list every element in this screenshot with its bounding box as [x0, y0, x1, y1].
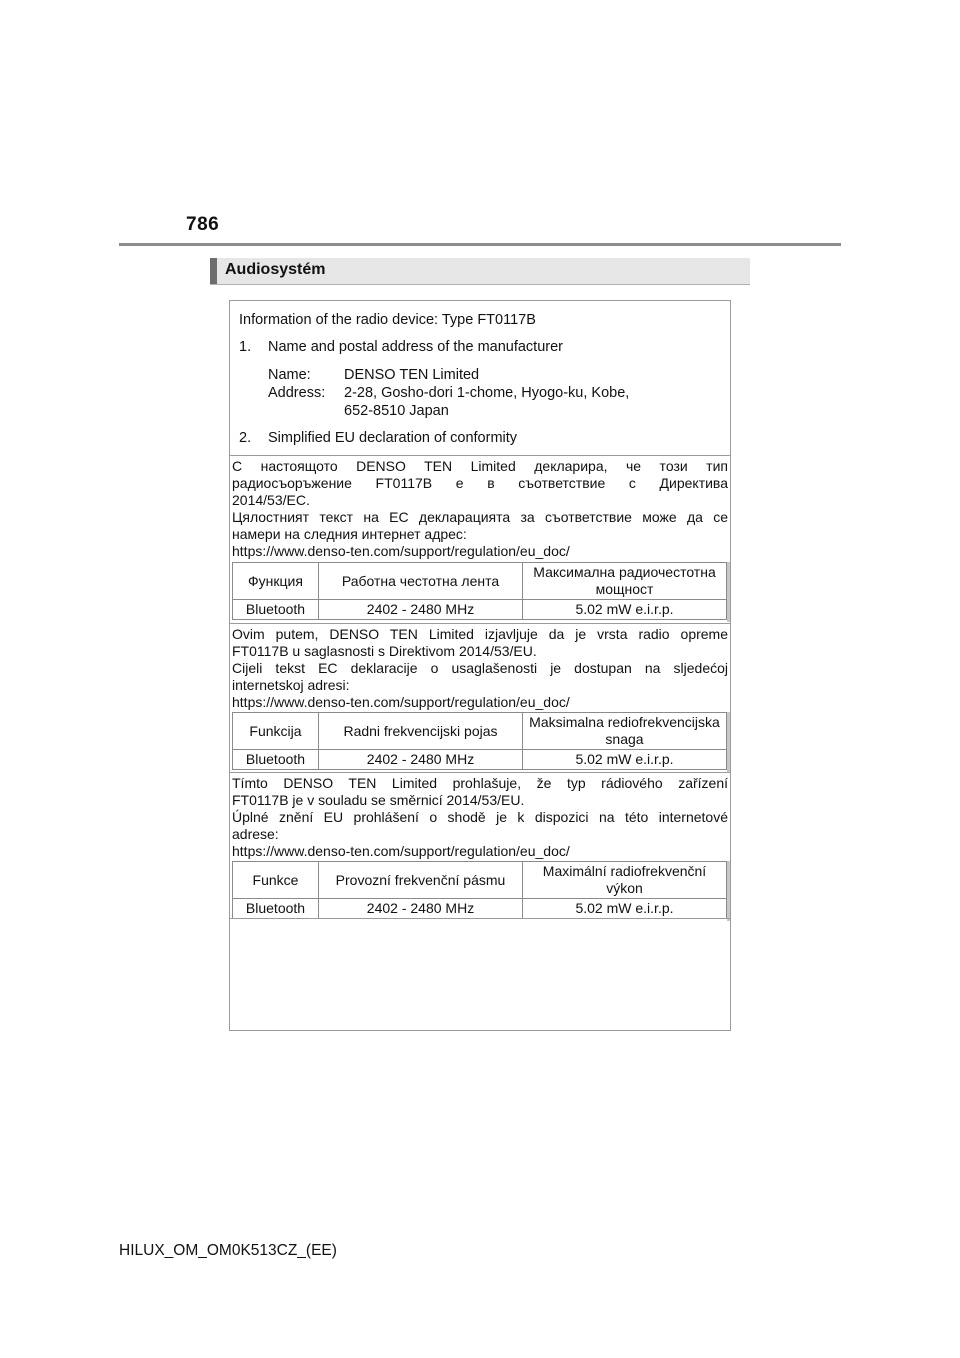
- name-value: DENSO TEN Limited: [344, 367, 480, 383]
- declaration-line: FT0117B u saglasnosti s Direktivom 2014/53/EU.: [232, 643, 537, 659]
- header-function: Funkcija: [233, 713, 319, 750]
- header-max-power: Максимална радиочестотна мощност: [523, 563, 727, 600]
- item-text: Simplified EU declaration of conformity: [268, 430, 518, 446]
- declaration-line: adrese:: [232, 826, 279, 842]
- table-shadow: [727, 861, 730, 921]
- item-number: 1.: [239, 339, 252, 355]
- section-title: Audiosystém: [225, 261, 326, 278]
- address-line-1: 2-28, Gosho-dori 1-chome, Hyogo-ku, Kobe,: [344, 385, 630, 401]
- header-max-power: Maksimalna rediofrekvencijska snaga: [523, 713, 727, 750]
- header-frequency-band: Provozní frekvenční pásmu: [319, 862, 523, 899]
- cell-function: Bluetooth: [233, 750, 319, 770]
- declaration-line: Cijeli tekst EC deklaracije o usaglašenosti je dostupan na sljedećoj: [232, 660, 728, 676]
- declarations-end-rule: [229, 918, 731, 919]
- radio-device-info: Information of the radio device: Type FT0117B: [239, 312, 536, 328]
- cell-function: Bluetooth: [233, 600, 319, 620]
- declaration-line: Úplné znění EU prohlášení o shodě je k dispozici na této internetové: [232, 809, 728, 825]
- declaration-line: Ovim putem, DENSO TEN Limited izjavljuje da je vrsta radio opreme: [232, 626, 728, 642]
- cell-max-power: 5.02 mW e.i.r.p.: [523, 600, 727, 620]
- address-line-2: 652-8510 Japan: [344, 403, 449, 419]
- section-accent: [210, 258, 217, 284]
- declaration-line: Цялостният текст на ЕС декларацията за съответствие може да се: [232, 509, 728, 525]
- header-rule: [119, 243, 841, 246]
- declaration-url[interactable]: https://www.denso-ten.com/support/regulation/eu_doc/: [232, 543, 570, 559]
- address-key: Address:: [268, 385, 326, 401]
- spec-table-bulgarian: [232, 562, 727, 620]
- page-number: 786: [186, 214, 220, 235]
- cell-frequency-band: 2402 - 2480 MHz: [319, 750, 523, 770]
- table-shadow: [727, 712, 730, 772]
- item-text: Name and postal address of the manufacturer: [268, 339, 563, 355]
- header-frequency-band: Работна честотна лента: [319, 563, 523, 600]
- document-footer: HILUX_OM_OM0K513CZ_(EE): [119, 1242, 337, 1259]
- cell-max-power: 5.02 mW e.i.r.p.: [523, 899, 727, 919]
- declaration-text: [229, 773, 731, 843]
- declaration-line: намери на следния интернет адрес:: [232, 526, 467, 542]
- cell-max-power: 5.02 mW e.i.r.p.: [523, 750, 727, 770]
- cell-function: Bluetooth: [233, 899, 319, 919]
- name-key: Name:: [268, 367, 311, 383]
- declaration-url[interactable]: https://www.denso-ten.com/support/regulation/eu_doc/: [232, 694, 570, 710]
- declaration-bulgarian: [229, 455, 731, 560]
- header-function: Функция: [233, 563, 319, 600]
- declaration-text: [229, 624, 731, 694]
- declaration-line: С настоящото DENSO TEN Limited декларира, че този тип: [232, 458, 728, 474]
- header-function: Funkce: [233, 862, 319, 899]
- declaration-line: internetskoj adresi:: [232, 677, 350, 693]
- spec-table-czech: [232, 861, 727, 919]
- cell-frequency-band: 2402 - 2480 MHz: [319, 600, 523, 620]
- item-number: 2.: [239, 430, 252, 446]
- declaration-text: [229, 456, 731, 543]
- declaration-line: радиосъоръжение FT0117B е в съответствие с Директива: [232, 475, 728, 491]
- declaration-line: Tímto DENSO TEN Limited prohlašuje, že typ rádiového zařízení: [232, 775, 728, 791]
- declaration-bosnian: [229, 623, 731, 711]
- spec-table-bosnian: [232, 712, 727, 770]
- table-shadow: [727, 562, 730, 622]
- declaration-url[interactable]: https://www.denso-ten.com/support/regulation/eu_doc/: [232, 843, 570, 859]
- cell-frequency-band: 2402 - 2480 MHz: [319, 899, 523, 919]
- header-frequency-band: Radni frekvencijski pojas: [319, 713, 523, 750]
- section-header: [210, 258, 750, 285]
- header-max-power: Maximální radiofrekvenční výkon: [523, 862, 727, 899]
- declaration-czech: [229, 772, 731, 860]
- declaration-line: FT0117B je v souladu se směrnicí 2014/53/EU.: [232, 792, 525, 808]
- declaration-line: 2014/53/ЕС.: [232, 492, 310, 508]
